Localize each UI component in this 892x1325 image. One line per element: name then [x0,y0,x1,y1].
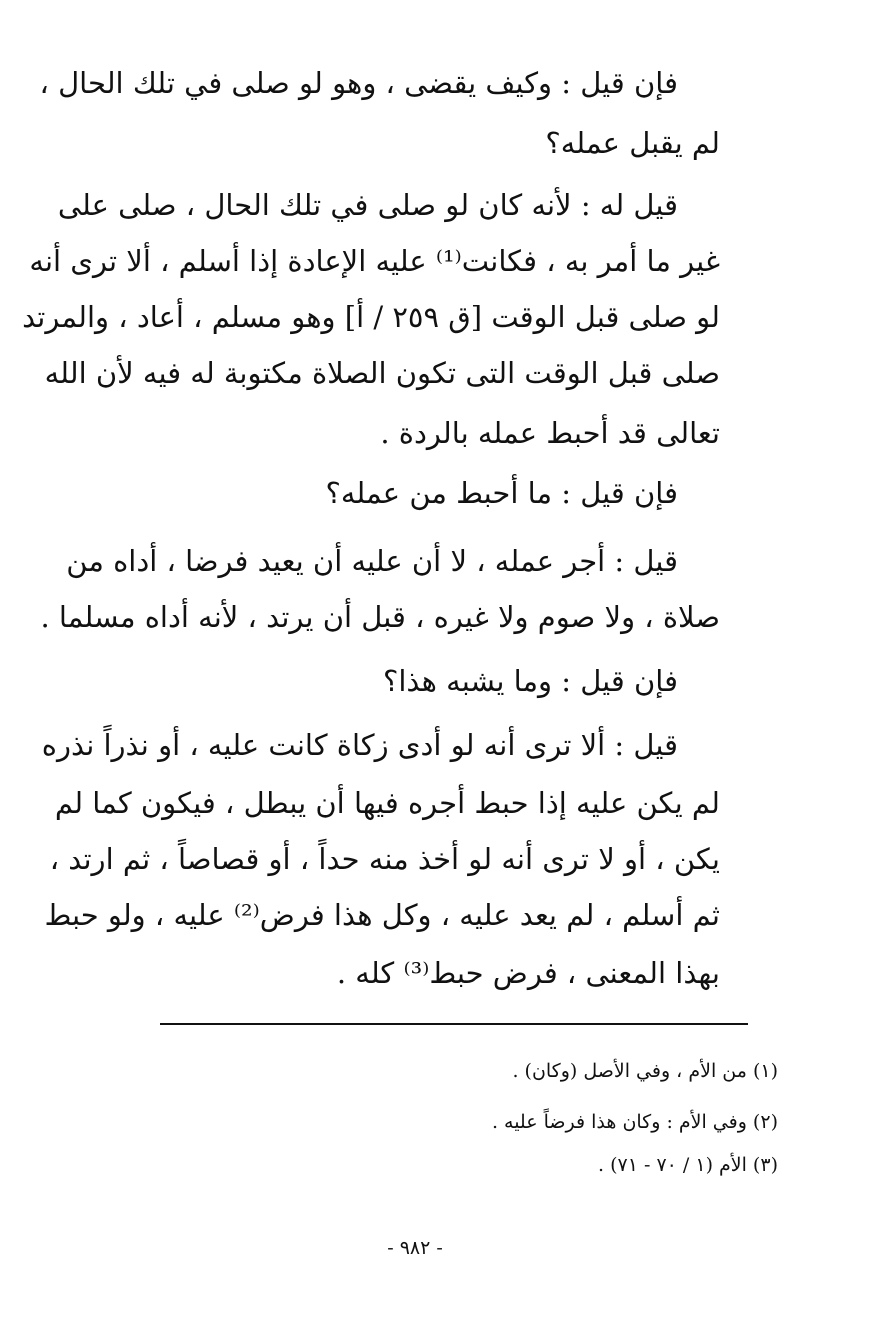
body-line-9: قيل : أجر عمله ، لا أن عليه أن يعيد فرضا ، أداه من [66,544,678,578]
body-line-13: لم يكن عليه إذا حبط أجره فيها أن يبطل ، فيكون كما لم [54,786,720,820]
footnote-1: (١) من الأم ، وفي الأصل (وكان) . [512,1060,778,1082]
body-line-14: يكن ، أو لا ترى أنه لو أخذ منه حداً ، أو قصاصاً ، ثم ارتد ، [49,842,720,876]
footnote-separator [160,1023,748,1025]
body-line-1: فإن قيل : وكيف يقضى ، وهو لو صلى في تلك الحال ، [39,66,678,100]
body-line-2: لم يقبل عمله؟ [545,126,720,160]
body-line-5: لو صلى قبل الوقت [ق ٢٥٩ / أ] وهو مسلم ، أعاد ، والمرتد [22,300,720,334]
body-line-4: غير ما أمر به ، فكانت⁽¹⁾ عليه الإعادة إذا أسلم ، ألا ترى أنه [29,244,720,278]
page-number: - ٩٨٢ - [387,1237,443,1259]
footnote-3: (٣) الأم (١ / ٧٠ - ٧١) . [598,1154,778,1176]
body-line-8: فإن قيل : ما أحبط من عمله؟ [325,476,678,510]
body-line-15: ثم أسلم ، لم يعد عليه ، وكل هذا فرض⁽²⁾ عليه ، ولو حبط [44,898,720,932]
body-line-11: فإن قيل : وما يشبه هذا؟ [382,664,678,698]
body-line-6: صلى قبل الوقت التى تكون الصلاة مكتوبة له فيه لأن الله [44,356,720,390]
body-line-3: قيل له : لأنه كان لو صلى في تلك الحال ، صلى على [57,188,678,222]
footnote-2: (٢) وفي الأم : وكان هذا فرضاً عليه . [491,1111,778,1133]
body-line-10: صلاة ، ولا صوم ولا غيره ، قبل أن يرتد ، لأنه أداه مسلما . [40,600,720,634]
body-line-7: تعالى قد أحبط عمله بالردة . [380,416,720,450]
body-line-16: بهذا المعنى ، فرض حبط⁽³⁾ كله . [336,956,720,990]
body-line-12: قيل : ألا ترى أنه لو أدى زكاة كانت عليه ، أو نذراً نذره [41,728,678,762]
